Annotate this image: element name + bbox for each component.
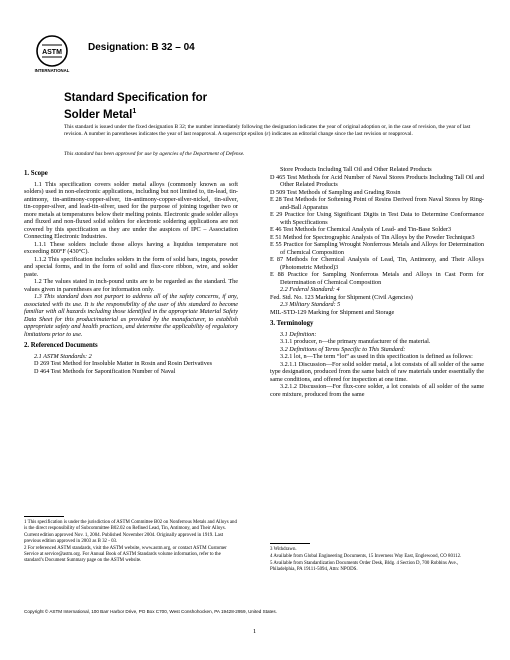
- para-1-1-2: 1.1.2 This specification includes solders in the form of solid bars, ingots, powder and special forms, and in the form of solid and flux-core ribbon, wire, and solder paste.: [24, 255, 238, 278]
- page-number: 1: [253, 628, 257, 635]
- footnote-1-edition: Current edition approved Nov. 1, 2004. Published November 2004. Originally approved in 1919. Last previous edition approved in 2003 as B 32 - 03.: [24, 533, 224, 544]
- def-lot-flux-core: 3.2.1.2 Discussion—For flux-core solder, a lot consists of all solder of the same core mixture, produced from the same: [270, 383, 484, 398]
- def-lot: 3.2.1 lot, n—The term “lot” as used in this specification is defined as follows:: [280, 353, 473, 360]
- footnote-5: 5 Available from Standardization Documents Order Desk, Bldg. 4 Section D, 700 Robbins Ave., Philadelphia, PA 19111-5094, Attn: NPODS.: [270, 561, 459, 572]
- def-producer: 3.1.1 producer, n—the primary manufacturer of the material.: [280, 338, 431, 345]
- federal-standard-heading: 2.2 Federal Standard: 4: [280, 286, 340, 293]
- ref-e88: E 88 Practice for Sampling Nonferrous Metals and Alloys in Cast Form for Determination of Chemical Composition: [270, 271, 484, 286]
- logo-text: INTERNATIONAL: [34, 68, 70, 73]
- ref-d464-continued: Store Products Including Tall Oil and Other Related Products: [280, 166, 432, 173]
- footnote-4: 4 Available from Global Engineering Documents, 15 Inverness Way East, Englewood, CO 80112.: [270, 554, 462, 559]
- left-column: [24, 166, 238, 375]
- ref-e46: E 46 Test Methods for Chemical Analysis of Lead- and Tin-Base Solder3: [270, 226, 452, 233]
- para-1-1-1: 1.1.1 These solders include those alloys having a liquidus temperature not exceeding 800°F (430°C).: [24, 240, 238, 255]
- footnote-3: 3 Withdrawn.: [270, 547, 297, 552]
- designation: Designation: B 32 – 04: [88, 42, 195, 53]
- footnotes-right: [270, 547, 484, 574]
- ref-d465: D 465 Test Methods for Acid Number of Naval Stores Products Including Tall Oil and Other Related Products: [270, 173, 484, 188]
- para-1-3: 1.3 This standard does not purport to address all of the safety concerns, if any, associated with its use. It is the responsibility of the user of this standard to become familiar with all hazards including those identified in the appropriate Material Safety Data Sheet for this product/material as provided by the manufacturer, to establish appropriate safety and health practices, and determine the applicability of regulatory limitations prior to use.: [24, 293, 238, 338]
- title-line-1: Standard Specification for: [64, 92, 208, 104]
- ref-e29: E 29 Practice for Using Significant Digits in Test Data to Determine Conformance with Specifications: [270, 211, 484, 226]
- document-title: [64, 92, 207, 122]
- def-lot-solid: 3.2.1.1 Discussion—For solid solder metal, a lot consists of all solder of the same type designation, produced from the same batch of raw materials under essentially the same conditions, and offered for inspection at one time.: [270, 360, 484, 383]
- defense-note: This standard has been approved for use by agencies of the Department of Defense.: [64, 151, 245, 157]
- ref-d269: D 269 Test Method for Insoluble Matter in Rosin and Rosin Derivatives: [34, 360, 213, 367]
- specific-definitions-heading: 3.2 Definitions of Terms Specific to This Standard:: [280, 345, 406, 353]
- footnote-2: 2 For referenced ASTM standards, visit the ASTM website, www.astm.org, or contact ASTM Customer Service at service@astm.org. For Annual Book of ASTM Standards volume information, refer to the standard’s Document Summary page on the ASTM website.: [24, 546, 227, 563]
- footnotes-left: [24, 520, 238, 565]
- ref-d509: D 509 Test Methods of Sampling and Grading Rosin: [270, 188, 401, 196]
- preamble-note: This standard is issued under the fixed designation B 32; the number immediately following the designation indicates the year of original adoption or, in the case of revision, the year of last revision. A number in parentheses indicates the year of last reapproval. A superscript epsilon (ε) indicates an editorial change since the last revision or reapproval.: [64, 124, 471, 137]
- astm-logo-icon: [34, 34, 74, 74]
- referenced-documents-heading: 2. Referenced Documents: [24, 342, 98, 349]
- title-footnote-marker: 1: [132, 108, 137, 115]
- ref-e55: E 55 Practice for Sampling Wrought Nonferrous Metals and Alloys for Determination of Chemical Composition: [270, 241, 484, 256]
- terminology-heading: 3. Terminology: [270, 320, 314, 327]
- scope-heading: 1. Scope: [24, 170, 48, 177]
- copyright-line: Copyright © ASTM International, 100 Barr Harbor Drive, PO Box C700, West Conshohocken, PA 19428-2959, United States.: [24, 609, 277, 614]
- title-line-2: Solder Metal$^1$: [64, 108, 137, 121]
- para-1-2: 1.2 The values stated in inch-pound units are to be regarded as the standard. The values given in parentheses are for information only.: [24, 278, 238, 293]
- ref-e51: E 51 Method for Spectrographic Analysis of Tin Alloys by the Powder Technique3: [270, 233, 475, 241]
- footnote-1: 1 This specification is under the jurisdiction of ASTM Committee B02 on Nonferrous Metals and Alloys and is the direct responsibility of Subcommittee B02.02 on Refined Lead, Tin, Antimony, and Their Alloys.: [24, 520, 237, 531]
- ref-fed-std-123: Fed. Std. No. 123 Marking for Shipment (Civil Agencies): [270, 293, 413, 301]
- footnote-rule-right: [270, 543, 310, 544]
- military-standard-heading: 2.3 Military Standard: 5: [280, 301, 341, 308]
- svg-text:ASTM: ASTM: [42, 49, 62, 56]
- para-1-1: 1.1 This specification covers solder metal alloys (commonly known as soft solders) used in non-electronic applications, including but not limited to, tin-lead, tin-antimony, tin-antimony-copper-silver, tin-antimony-copper-silver-nickel, tin-silver, tin-copper-silver, and lead-tin-silver, used for the purpose of joining together two or more metals at temperatures below their melting points. Electronic grade solder alloys and fluxed and non-fluxed solid solders for electronic soldering applications are not covered by this specification as they are under the auspices of IPC – Association Connecting Electronic Industries.: [24, 180, 238, 240]
- ref-e28: E 28 Test Methods for Softening Point of Resins Derived from Naval Stores by Ring-and-Ball Apparatus: [270, 196, 484, 211]
- footnote-rule-left: [24, 516, 64, 517]
- ref-d464: D 464 Test Methods for Saponification Number of Naval: [34, 367, 176, 375]
- ref-mil-std-129: MIL-STD-129 Marking for Shipment and Storage: [270, 308, 395, 316]
- ref-e87: E 87 Methods for Chemical Analysis of Lead, Tin, Antimony, and Their Alloys (Photometric Method)3: [270, 256, 484, 271]
- astm-standards-heading: 2.1 ASTM Standards: 2: [34, 352, 92, 360]
- definition-heading: 3.1 Definition:: [280, 330, 317, 338]
- right-column: [270, 166, 484, 398]
